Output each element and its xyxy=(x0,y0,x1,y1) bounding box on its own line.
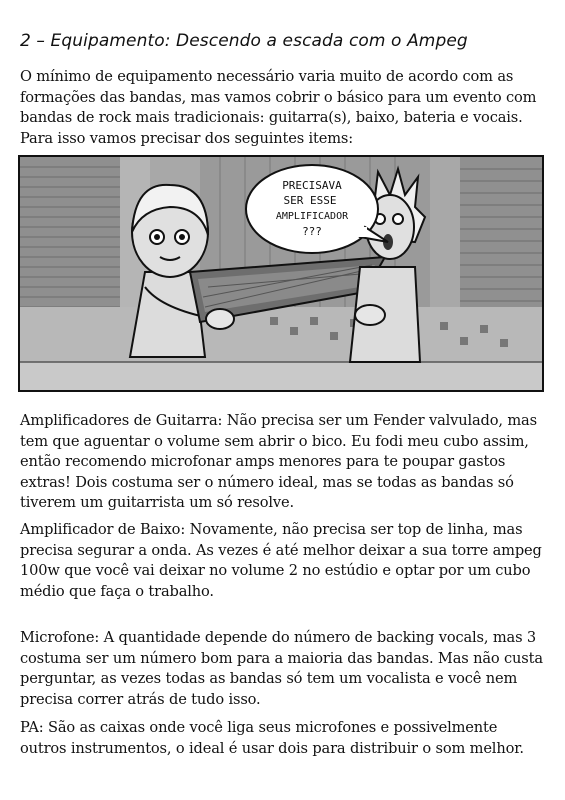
pa-paragraph: PA: São as caixas onde você liga seus microfones e possivelmente outros instrumentos, o ideal é usar dois para distribuir o som melhor. xyxy=(20,719,524,757)
bass-amp-paragraph: Amplificador de Baixo: Novamente, não precisa ser top de linha, mas precisa segurar a onda. As vezes é até melhor deixar a sua torre ampeg 100w que você vai deixar no volume 2 no estúdio e optar por um cubo médio que faça o trabalho. xyxy=(20,521,542,600)
microphone-paragraph: Microfone: A quantidade depende do número de backing vocals, mas 3 costuma ser um número bom para a maioria das bandas. Mas não custa perguntar, as vezes todas as bandas só tem um vocalista e você nem precisa correr atrás de tudo isso. xyxy=(20,629,543,708)
speech-line-2: SER ESSE xyxy=(283,194,337,207)
section-title: 2 – Equipamento: Descendo a escada com o Ampeg xyxy=(20,31,468,51)
speech-line-1: PRECISAVA xyxy=(282,179,342,192)
guitar-amp-paragraph: Amplificadores de Guitarra: Não precisa ser um Fender valvulado, mas tem que aguentar o volume sem abrir o bico. Eu fodi meu cubo assim, então recomendo microfonar amps menores para te poupar gastos extras! Dois costuma ser o número ideal, mas se todas as bandas só tiverem um guitarrista um só resolve. xyxy=(20,412,537,511)
speech-line-3: AMPLIFICADOR xyxy=(275,211,349,222)
speech-line-4: ??? xyxy=(302,225,322,238)
comic-panel xyxy=(18,155,544,392)
intro-paragraph: O mínimo de equipamento necessário varia muito de acordo com as formações das bandas, mas vamos cobrir o básico para um evento com bandas de rock mais tradicionais: guitarra(s), baixo, bateria e vocais. Para isso vamos precisar dos seguintes items: xyxy=(20,68,537,147)
